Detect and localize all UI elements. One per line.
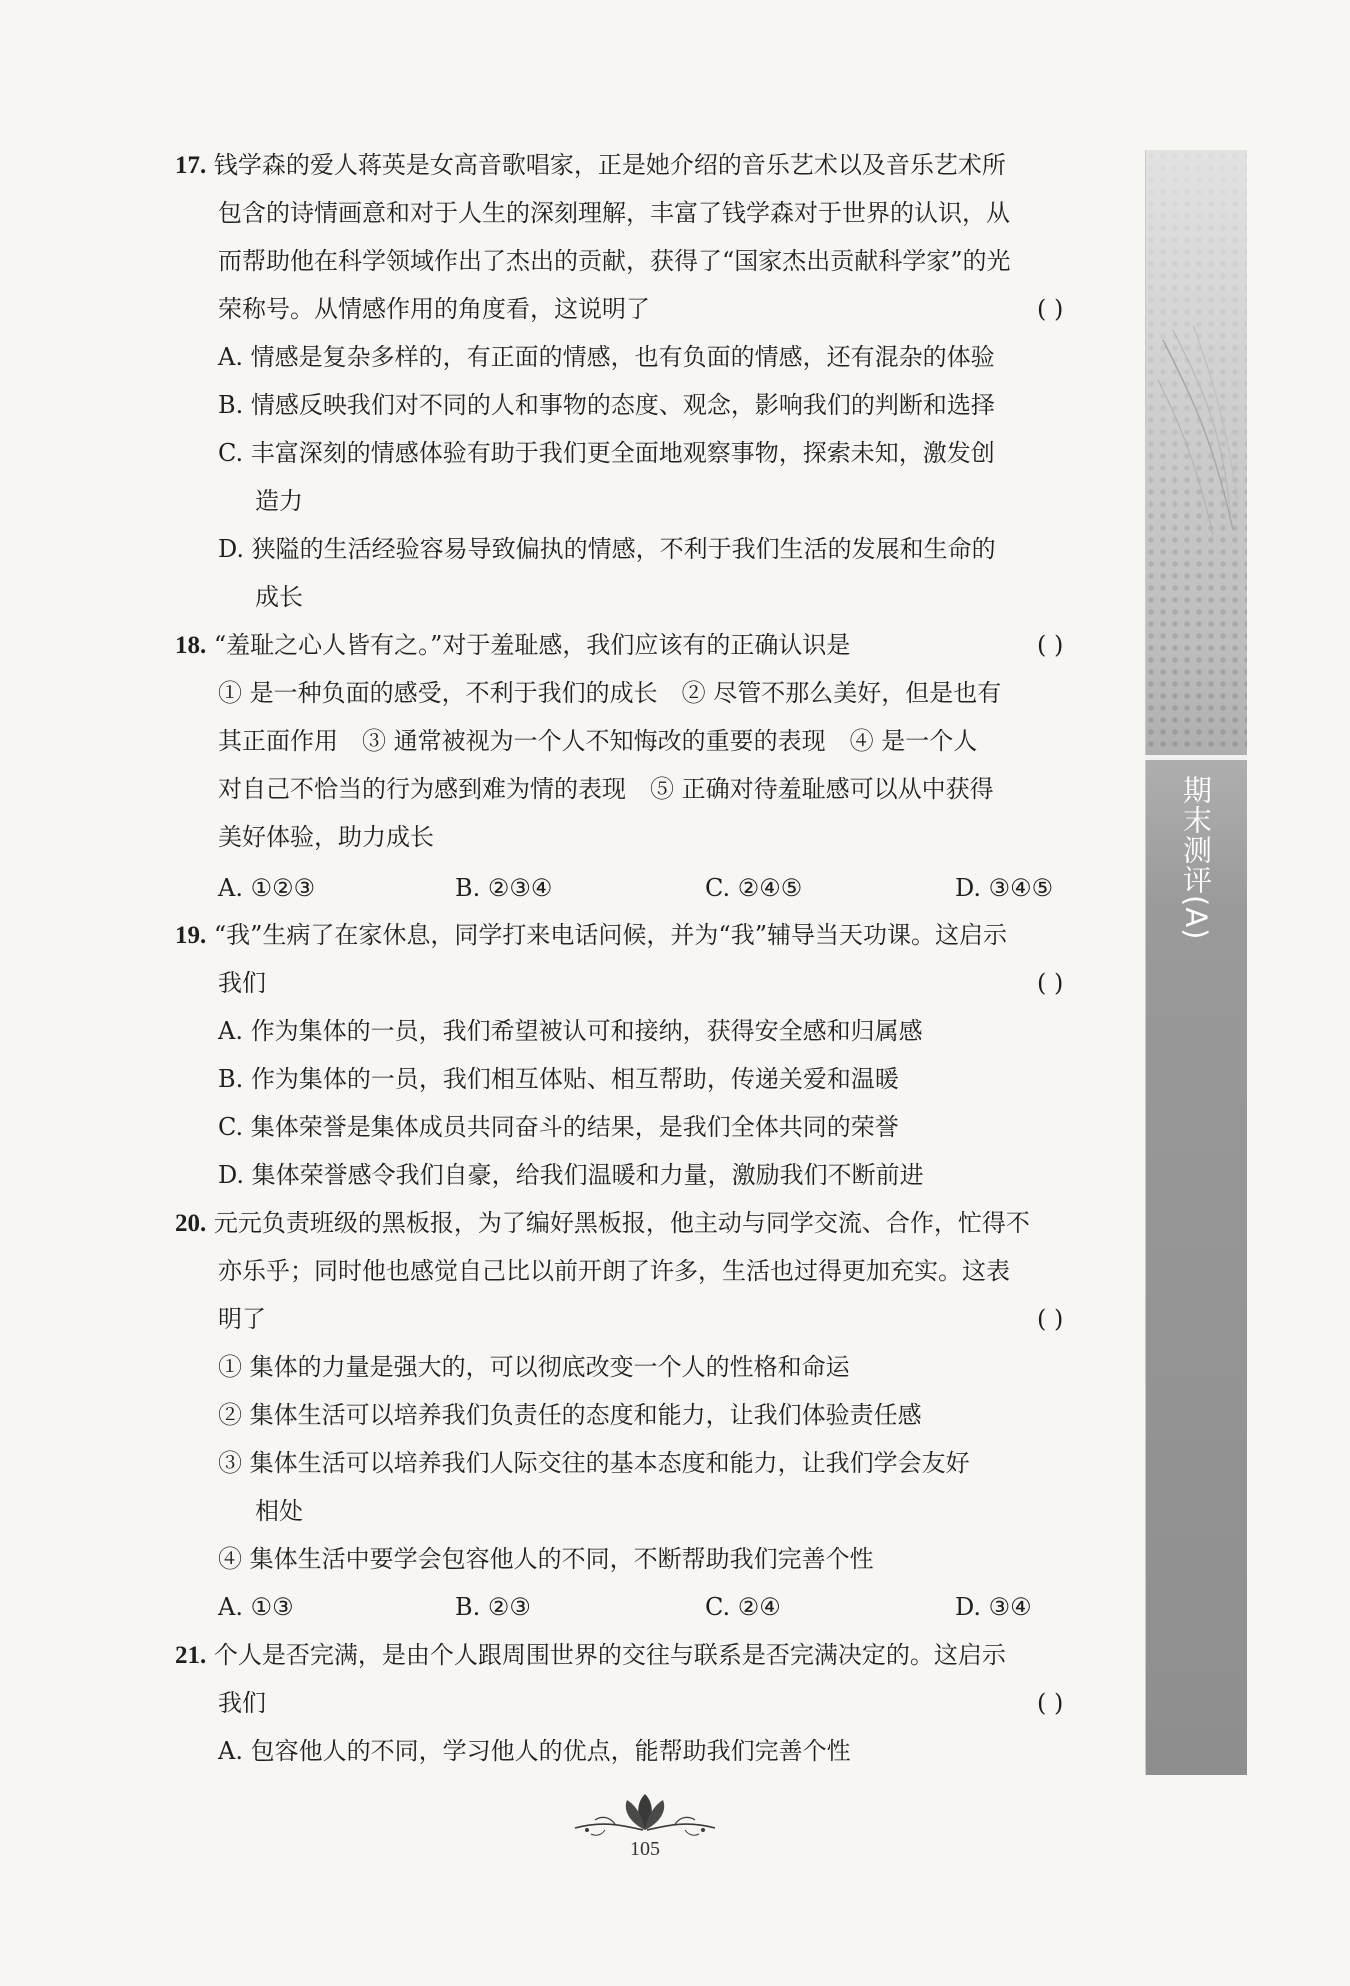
answer-blank: ( )	[1037, 295, 1064, 323]
page-number: 105	[630, 1838, 660, 1860]
question-stem-line: ① 是一种负面的感受，不利于我们的成长 ② 尽管不那么美好，但是也有	[218, 679, 1002, 707]
question-number: 18.	[175, 632, 207, 659]
answer-blank: ( )	[1037, 631, 1064, 659]
tab-divider	[1145, 755, 1247, 760]
question-stem-line: 我们	[218, 969, 266, 997]
swoosh-decoration-icon	[1153, 320, 1239, 540]
question-stem-line: 明了	[218, 1305, 266, 1333]
question-stem-line: 对自己不恰当的行为感到难为情的表现 ⑤ 正确对待羞耻感可以从中获得	[218, 775, 994, 803]
option-d-cont: 成长	[255, 583, 303, 611]
question-stem-line: 我们	[218, 1689, 266, 1717]
answer-blank: ( )	[1037, 969, 1064, 997]
choice-a: A. ①③	[218, 1593, 294, 1621]
answer-blank: ( )	[1037, 1689, 1064, 1717]
question-stem-line: 19. “我”生病了在家休息，同学打来电话问候，并为“我”辅导当天功课。这启示	[175, 921, 1007, 949]
question-stem-line: 包含的诗情画意和对于人生的深刻理解，丰富了钱学森对于世界的认识，从	[218, 199, 1010, 227]
choice-b: B. ②③	[455, 1593, 531, 1621]
option-b: B. 作为集体的一员，我们相互体贴、相互帮助，传递关爱和温暖	[218, 1065, 899, 1093]
statement-1: ① 集体的力量是强大的，可以彻底改变一个人的性格和命运	[218, 1353, 850, 1381]
statement-2: ② 集体生活可以培养我们负责任的态度和能力，让我们体验责任感	[218, 1401, 922, 1429]
option-d: D. 集体荣誉感令我们自豪，给我们温暖和力量，激励我们不断前进	[218, 1161, 924, 1189]
option-c: C. 丰富深刻的情感体验有助于我们更全面地观察事物，探索未知，激发创	[218, 439, 995, 467]
choice-c: C. ②④⑤	[705, 874, 803, 902]
question-stem-line: 亦乐乎；同时他也感觉自己比以前开朗了许多，生活也过得更加充实。这表	[218, 1257, 1010, 1285]
option-b: B. 情感反映我们对不同的人和事物的态度、观念，影响我们的判断和选择	[218, 391, 995, 419]
question-number: 19.	[175, 922, 207, 949]
question-number: 21.	[175, 1642, 207, 1669]
question-number: 20.	[175, 1210, 207, 1237]
option-a: A. 包容他人的不同，学习他人的优点，能帮助我们完善个性	[218, 1737, 851, 1765]
question-stem-line: 20. 元元负责班级的黑板报，为了编好黑板报，他主动与同学交流、合作，忙得不	[175, 1209, 1030, 1237]
floral-ornament-icon	[565, 1790, 725, 1840]
choice-d: D. ③④⑤	[955, 874, 1054, 902]
choice-a: A. ①②③	[218, 874, 316, 902]
side-tab	[1145, 150, 1247, 1775]
option-c: C. 集体荣誉是集体成员共同奋斗的结果，是我们全体共同的荣誉	[218, 1113, 899, 1141]
choice-c: C. ②④	[705, 1593, 781, 1621]
question-stem-line: 其正面作用 ③ 通常被视为一个人不知悔改的重要的表现 ④ 是一个人	[218, 727, 978, 755]
question-number: 17.	[175, 152, 207, 179]
option-a: A. 作为集体的一员，我们希望被认可和接纳，获得安全感和归属感	[218, 1017, 923, 1045]
statement-4: ④ 集体生活中要学会包容他人的不同，不断帮助我们完善个性	[218, 1545, 874, 1573]
section-label: 期末测评(A)	[1179, 775, 1213, 941]
question-stem-line: 17. 钱学森的爱人蒋英是女高音歌唱家，正是她介绍的音乐艺术以及音乐艺术所	[175, 151, 1006, 179]
statement-3-cont: 相处	[255, 1497, 303, 1525]
choice-d: D. ③④	[955, 1593, 1032, 1621]
statement-3: ③ 集体生活可以培养我们人际交往的基本态度和能力，让我们学会友好	[218, 1449, 970, 1477]
option-c-cont: 造力	[255, 487, 303, 515]
choice-b: B. ②③④	[455, 874, 553, 902]
question-stem-line: 荣称号。从情感作用的角度看，这说明了	[218, 295, 650, 323]
question-stem-line: 18. “羞耻之心人皆有之。”对于羞耻感，我们应该有的正确认识是	[175, 631, 851, 659]
option-a: A. 情感是复杂多样的，有正面的情感，也有负面的情感，还有混杂的体验	[218, 343, 995, 371]
question-stem-line: 而帮助他在科学领域作出了杰出的贡献，获得了“国家杰出贡献科学家”的光	[218, 247, 1011, 275]
answer-blank: ( )	[1037, 1305, 1064, 1333]
question-stem-line: 美好体验，助力成长	[218, 823, 434, 851]
question-stem-line: 21. 个人是否完满，是由个人跟周围世界的交往与联系是否完满决定的。这启示	[175, 1641, 1006, 1669]
option-d: D. 狭隘的生活经验容易导致偏执的情感，不利于我们生活的发展和生命的	[218, 535, 996, 563]
